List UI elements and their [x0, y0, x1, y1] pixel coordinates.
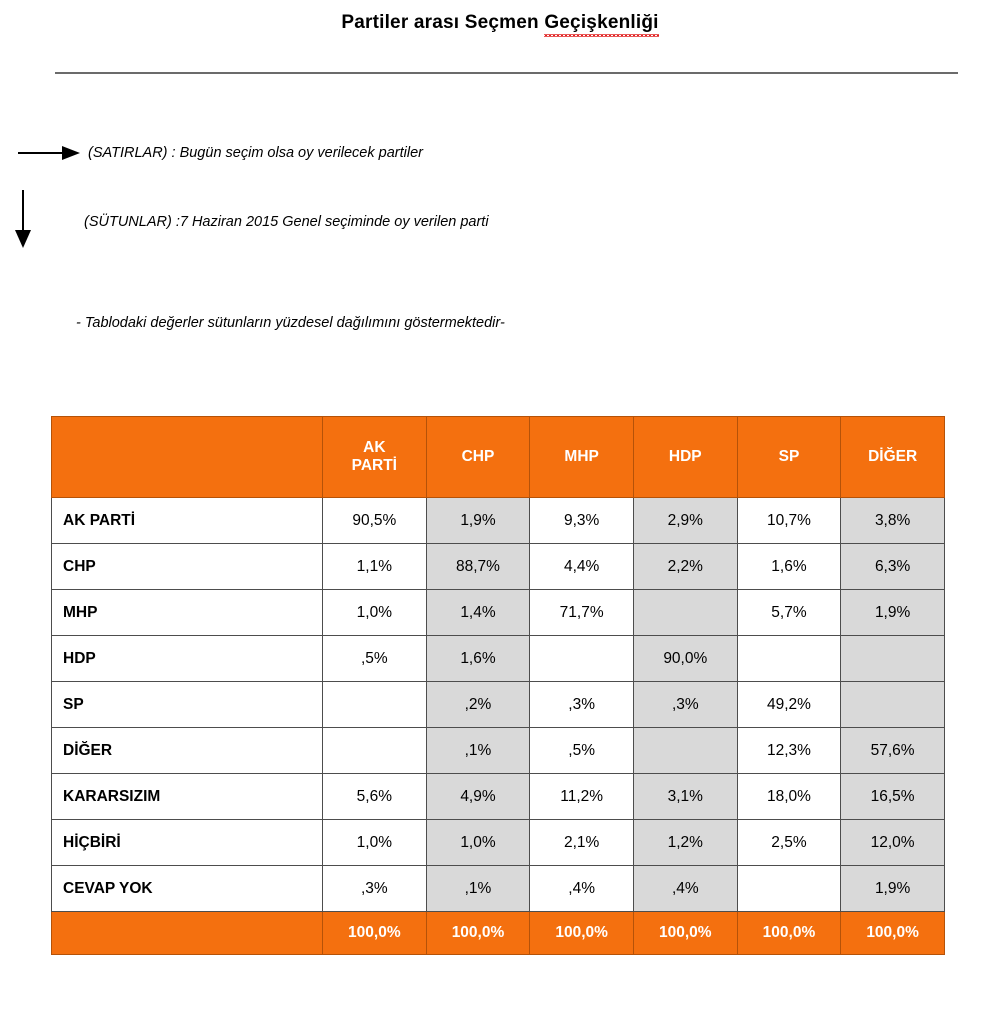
- table-row: [52, 728, 945, 774]
- total-cell-hdp: 100,0%: [633, 912, 737, 955]
- cell-cevap-yok-sp: [737, 866, 841, 912]
- column-header-chp: CHP: [426, 417, 530, 498]
- column-header-ak-parti: AK PARTİ: [323, 417, 427, 498]
- cell-kararsizim-hdp: 3,1%: [633, 774, 737, 820]
- cell-cevap-yok-mhp: ,4%: [530, 866, 634, 912]
- table-row: [52, 774, 945, 820]
- page-title: [0, 12, 1000, 34]
- arrow-right-icon: [18, 143, 80, 163]
- table-header: [52, 417, 945, 498]
- cell-chp-di-ger: 6,3%: [841, 544, 945, 590]
- cell-hdp-chp: 1,6%: [426, 636, 530, 682]
- cell-sp-mhp: ,3%: [530, 682, 634, 728]
- table-total-row: [52, 912, 945, 955]
- table-footer: [52, 912, 945, 955]
- cell-mhp-hdp: [633, 590, 737, 636]
- cell-ak-parti-sp: 10,7%: [737, 498, 841, 544]
- arrow-down-icon: [12, 190, 36, 248]
- cell-chp-hdp: 2,2%: [633, 544, 737, 590]
- column-header-sp: SP: [737, 417, 841, 498]
- cell-cevap-yok-chp: ,1%: [426, 866, 530, 912]
- cell-ak-parti-mhp: 9,3%: [530, 498, 634, 544]
- cell-chp-sp: 1,6%: [737, 544, 841, 590]
- cell-mhp-di-ger: 1,9%: [841, 590, 945, 636]
- voter-transition-table: [51, 416, 945, 955]
- cell-hi-cbi-ri-hdp: 1,2%: [633, 820, 737, 866]
- table-row: [52, 820, 945, 866]
- row-label-di-ger: DİĞER: [52, 728, 323, 774]
- cell-kararsizim-mhp: 11,2%: [530, 774, 634, 820]
- cell-di-ger-ak-parti: [323, 728, 427, 774]
- page-title-misspelled-word: Geçişkenliği: [544, 12, 659, 33]
- cell-hi-cbi-ri-chp: 1,0%: [426, 820, 530, 866]
- cell-di-ger-sp: 12,3%: [737, 728, 841, 774]
- row-label-ak-parti: AK PARTİ: [52, 498, 323, 544]
- legend-columns-description: (SÜTUNLAR) :7 Haziran 2015 Genel seçiminde oy verilen parti: [84, 214, 489, 230]
- total-cell-sp: 100,0%: [737, 912, 841, 955]
- cell-sp-hdp: ,3%: [633, 682, 737, 728]
- table-row: [52, 498, 945, 544]
- cell-ak-parti-hdp: 2,9%: [633, 498, 737, 544]
- cell-ak-parti-di-ger: 3,8%: [841, 498, 945, 544]
- table-header-row: [52, 417, 945, 498]
- cell-mhp-sp: 5,7%: [737, 590, 841, 636]
- table-corner-cell: [52, 417, 323, 498]
- cell-hi-cbi-ri-mhp: 2,1%: [530, 820, 634, 866]
- row-label-sp: SP: [52, 682, 323, 728]
- row-label-hdp: HDP: [52, 636, 323, 682]
- legend-rows-description: (SATIRLAR) : Bugün seçim olsa oy verilecek partiler: [88, 145, 423, 161]
- total-cell-diger: 100,0%: [841, 912, 945, 955]
- cell-cevap-yok-hdp: ,4%: [633, 866, 737, 912]
- table-body: [52, 498, 945, 912]
- cell-mhp-chp: 1,4%: [426, 590, 530, 636]
- cell-sp-chp: ,2%: [426, 682, 530, 728]
- cell-di-ger-di-ger: 57,6%: [841, 728, 945, 774]
- cell-cevap-yok-ak-parti: ,3%: [323, 866, 427, 912]
- cell-ak-parti-ak-parti: 90,5%: [323, 498, 427, 544]
- cell-mhp-ak-parti: 1,0%: [323, 590, 427, 636]
- cell-mhp-mhp: 71,7%: [530, 590, 634, 636]
- cell-di-ger-mhp: ,5%: [530, 728, 634, 774]
- cell-cevap-yok-di-ger: 1,9%: [841, 866, 945, 912]
- cell-kararsizim-di-ger: 16,5%: [841, 774, 945, 820]
- cell-di-ger-chp: ,1%: [426, 728, 530, 774]
- row-label-hi-cbi-ri: HİÇBİRİ: [52, 820, 323, 866]
- total-cell-chp: 100,0%: [426, 912, 530, 955]
- table-row: [52, 636, 945, 682]
- total-cell-mhp: 100,0%: [530, 912, 634, 955]
- cell-kararsizim-sp: 18,0%: [737, 774, 841, 820]
- table-row: [52, 544, 945, 590]
- column-header-hdp: HDP: [633, 417, 737, 498]
- cell-ak-parti-chp: 1,9%: [426, 498, 530, 544]
- cell-hi-cbi-ri-ak-parti: 1,0%: [323, 820, 427, 866]
- cell-hi-cbi-ri-sp: 2,5%: [737, 820, 841, 866]
- cell-hdp-mhp: [530, 636, 634, 682]
- header-divider-rule: [55, 72, 958, 74]
- cell-hdp-hdp: 90,0%: [633, 636, 737, 682]
- table-row: [52, 682, 945, 728]
- row-label-chp: CHP: [52, 544, 323, 590]
- cell-chp-chp: 88,7%: [426, 544, 530, 590]
- table-row: [52, 590, 945, 636]
- cell-hi-cbi-ri-di-ger: 12,0%: [841, 820, 945, 866]
- cell-kararsizim-chp: 4,9%: [426, 774, 530, 820]
- row-label-kararsizim: KARARSIZIM: [52, 774, 323, 820]
- row-label-cevap-yok: CEVAP YOK: [52, 866, 323, 912]
- cell-kararsizim-ak-parti: 5,6%: [323, 774, 427, 820]
- cell-sp-sp: 49,2%: [737, 682, 841, 728]
- page-title-text: Partiler arası Seçmen: [341, 12, 545, 33]
- total-row-label: [52, 912, 323, 955]
- cell-sp-ak-parti: [323, 682, 427, 728]
- column-header-diger: DİĞER: [841, 417, 945, 498]
- table-row: [52, 866, 945, 912]
- cell-di-ger-hdp: [633, 728, 737, 774]
- cell-hdp-di-ger: [841, 636, 945, 682]
- cell-chp-mhp: 4,4%: [530, 544, 634, 590]
- cell-sp-di-ger: [841, 682, 945, 728]
- cell-chp-ak-parti: 1,1%: [323, 544, 427, 590]
- cell-hdp-sp: [737, 636, 841, 682]
- column-header-mhp: MHP: [530, 417, 634, 498]
- total-cell-ak-parti: 100,0%: [323, 912, 427, 955]
- legend-note: - Tablodaki değerler sütunların yüzdesel dağılımını göstermektedir-: [76, 315, 505, 331]
- cell-hdp-ak-parti: ,5%: [323, 636, 427, 682]
- row-label-mhp: MHP: [52, 590, 323, 636]
